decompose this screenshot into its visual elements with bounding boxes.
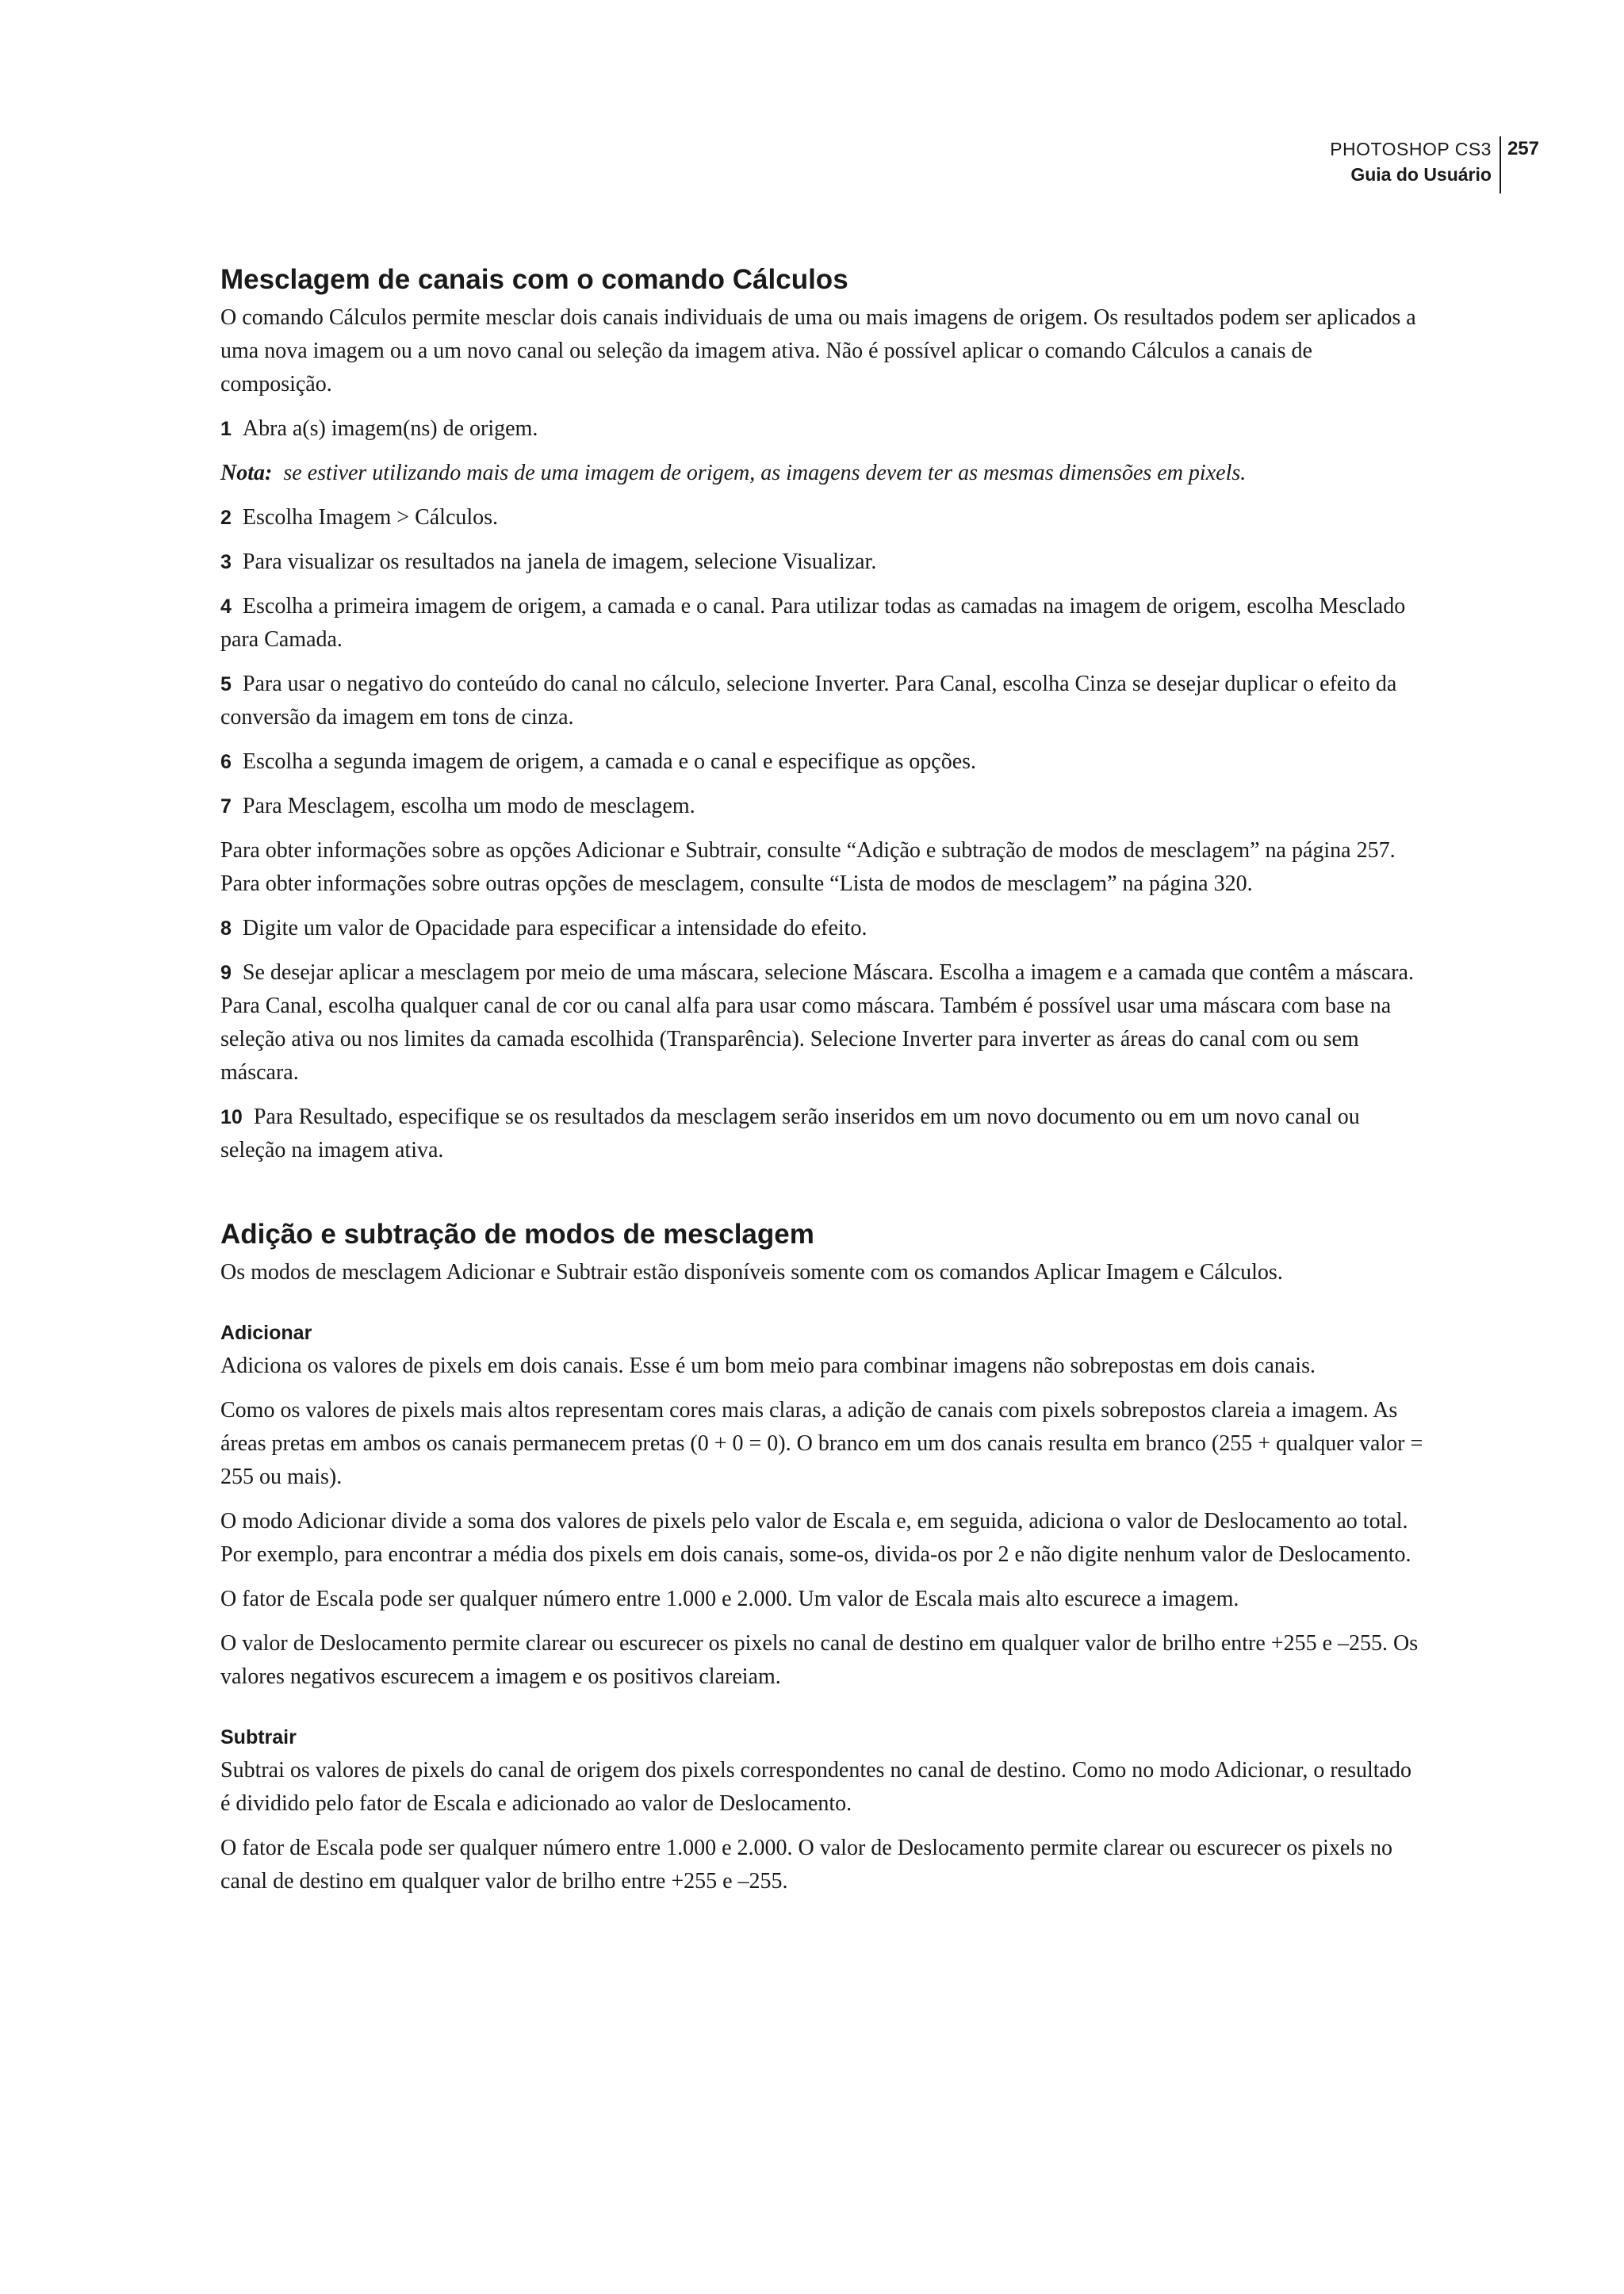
step-2 [220,501,1424,534]
section-title-calculos: Mesclagem de canais com o comando Cálculos [220,264,848,295]
adicionar-paragraph-3: O modo Adicionar divide a soma dos valores de pixels pelo valor de Escala e, em seguida, adiciona o valor de Deslocamento ao total. Por exemplo, para encontrar a média dos pixels em dois canais, some-os, divida-os por 2 e não digite nenhum valor de Deslocamento. [220,1509,1411,1567]
step-text: Escolha a segunda imagem de origem, a camada e o canal e especifique as opções. [242,749,977,774]
step-text: Digite um valor de Opacidade para especificar a intensidade do efeito. [242,916,868,940]
step-6 [220,745,1424,779]
note-label: Nota: [220,461,273,485]
page-header [1330,136,1539,193]
header-product: PHOTOSHOP CS3 [1330,139,1492,159]
step-text: Para Mesclagem, escolha um modo de mesclagem. [242,794,695,818]
step-text: Abra a(s) imagem(ns) de origem. [242,416,538,441]
step-number: 10 [220,1106,243,1128]
page-content [220,262,1424,1909]
adicionar-paragraph-5: O valor de Deslocamento permite clarear ou escurecer os pixels no canal de destino em qualquer valor de brilho entre +255 e –255. Os valores negativos escurecem a imagem e os positivos clareiam. [220,1631,1419,1689]
adicionar-paragraph-1: Adiciona os valores de pixels em dois canais. Esse é um bom meio para combinar imagens não sobrepostas em dois canais. [220,1354,1316,1378]
step-7 [220,790,1424,823]
step-1 [220,412,1424,446]
section-title-modos: Adição e subtração de modos de mesclagem [220,1219,814,1250]
step-text: Para Resultado, especifique se os resultados da mesclagem serão inseridos em um novo documento ou em um novo canal ou seleção na imagem ativa. [220,1105,1360,1162]
step-number: 8 [220,917,232,940]
step-4 [220,590,1424,657]
step-number: 1 [220,418,232,440]
note-text: se estiver utilizando mais de uma imagem de origem, as imagens devem ter as mesmas dimensões em pixels. [283,461,1247,485]
step-text: Para usar o negativo do conteúdo do canal no cálculo, selecione Inverter. Para Canal, escolha Cinza se desejar duplicar o efeito da conversão da imagem em tons de cinza. [220,672,1397,730]
note [220,457,1424,490]
step-number: 2 [220,507,232,529]
step-text: Se desejar aplicar a mesclagem por meio de uma máscara, selecione Máscara. Escolha a imagem e a camada que contêm a máscara. Para Canal, escolha qualquer canal de cor ou canal alfa para usar como máscara. Também é possível usar uma máscara com base na seleção ativa ou nos limites da camada escolhida (Transparência). Selecione Inverter para inverter as áreas do canal com ou sem máscara. [220,960,1414,1085]
step-text: Escolha a primeira imagem de origem, a camada e o canal. Para utilizar todas as camadas na imagem de origem, escolha Mesclado para Camada. [220,594,1406,652]
step-5 [220,668,1424,734]
step-number: 3 [220,551,232,573]
step-number: 5 [220,673,232,695]
step-number: 7 [220,795,232,818]
subtrair-paragraph-2: O fator de Escala pode ser qualquer número entre 1.000 e 2.000. O valor de Deslocamento permite clarear ou escurecer os pixels no canal de destino em qualquer valor de brilho entre +255 e –255. [220,1836,1392,1894]
step-3 [220,546,1424,579]
step-9 [220,956,1424,1090]
step-number: 6 [220,751,232,773]
page-number: 257 [1507,138,1539,159]
step-text: Para visualizar os resultados na janela de imagem, selecione Visualizar. [242,550,877,574]
subheading-subtrair: Subtrair [220,1726,297,1748]
section-intro-modos: Os modos de mesclagem Adicionar e Subtrair estão disponíveis somente com os comandos Aplicar Imagem e Cálculos. [220,1260,1283,1285]
section-intro-calculos: O comando Cálculos permite mesclar dois canais individuais de uma ou mais imagens de origem. Os resultados podem ser aplicados a uma nova imagem ou a um novo canal ou seleção da imagem ativa. Não é possível aplicar o comando Cálculos a canais de composição. [220,305,1416,396]
header-guide: Guia do Usuário [1350,164,1492,185]
step-number: 4 [220,596,232,618]
adicionar-paragraph-2: Como os valores de pixels mais altos representam cores mais claras, a adição de canais com pixels sobrepostos clareia a imagem. As áreas pretas em ambos os canais permanecem pretas (0 + 0 = 0). O branco em um dos canais resulta em branco (255 + qualquer valor = 255 ou mais). [220,1398,1423,1489]
header-text [1330,136,1501,193]
subtrair-paragraph-1: Subtrai os valores de pixels do canal de origem dos pixels correspondentes no canal de destino. Como no modo Adicionar, o resultado é dividido pelo fator de Escala e adicionado ao valor de Deslocamento. [220,1758,1411,1816]
adicionar-paragraph-4: O fator de Escala pode ser qualquer número entre 1.000 e 2.000. Um valor de Escala mais alto escurece a imagem. [220,1587,1239,1611]
step-10 [220,1101,1424,1167]
info-paragraph: Para obter informações sobre as opções Adicionar e Subtrair, consulte “Adição e subtração de modos de mesclagem” na página 257. Para obter informações sobre outras opções de mesclagem, consulte “Lista de modos de mesclagem” na página 320. [220,838,1396,896]
step-number: 9 [220,962,232,984]
subheading-adicionar: Adicionar [220,1322,312,1344]
step-text: Escolha Imagem > Cálculos. [242,505,499,530]
step-8 [220,912,1424,945]
